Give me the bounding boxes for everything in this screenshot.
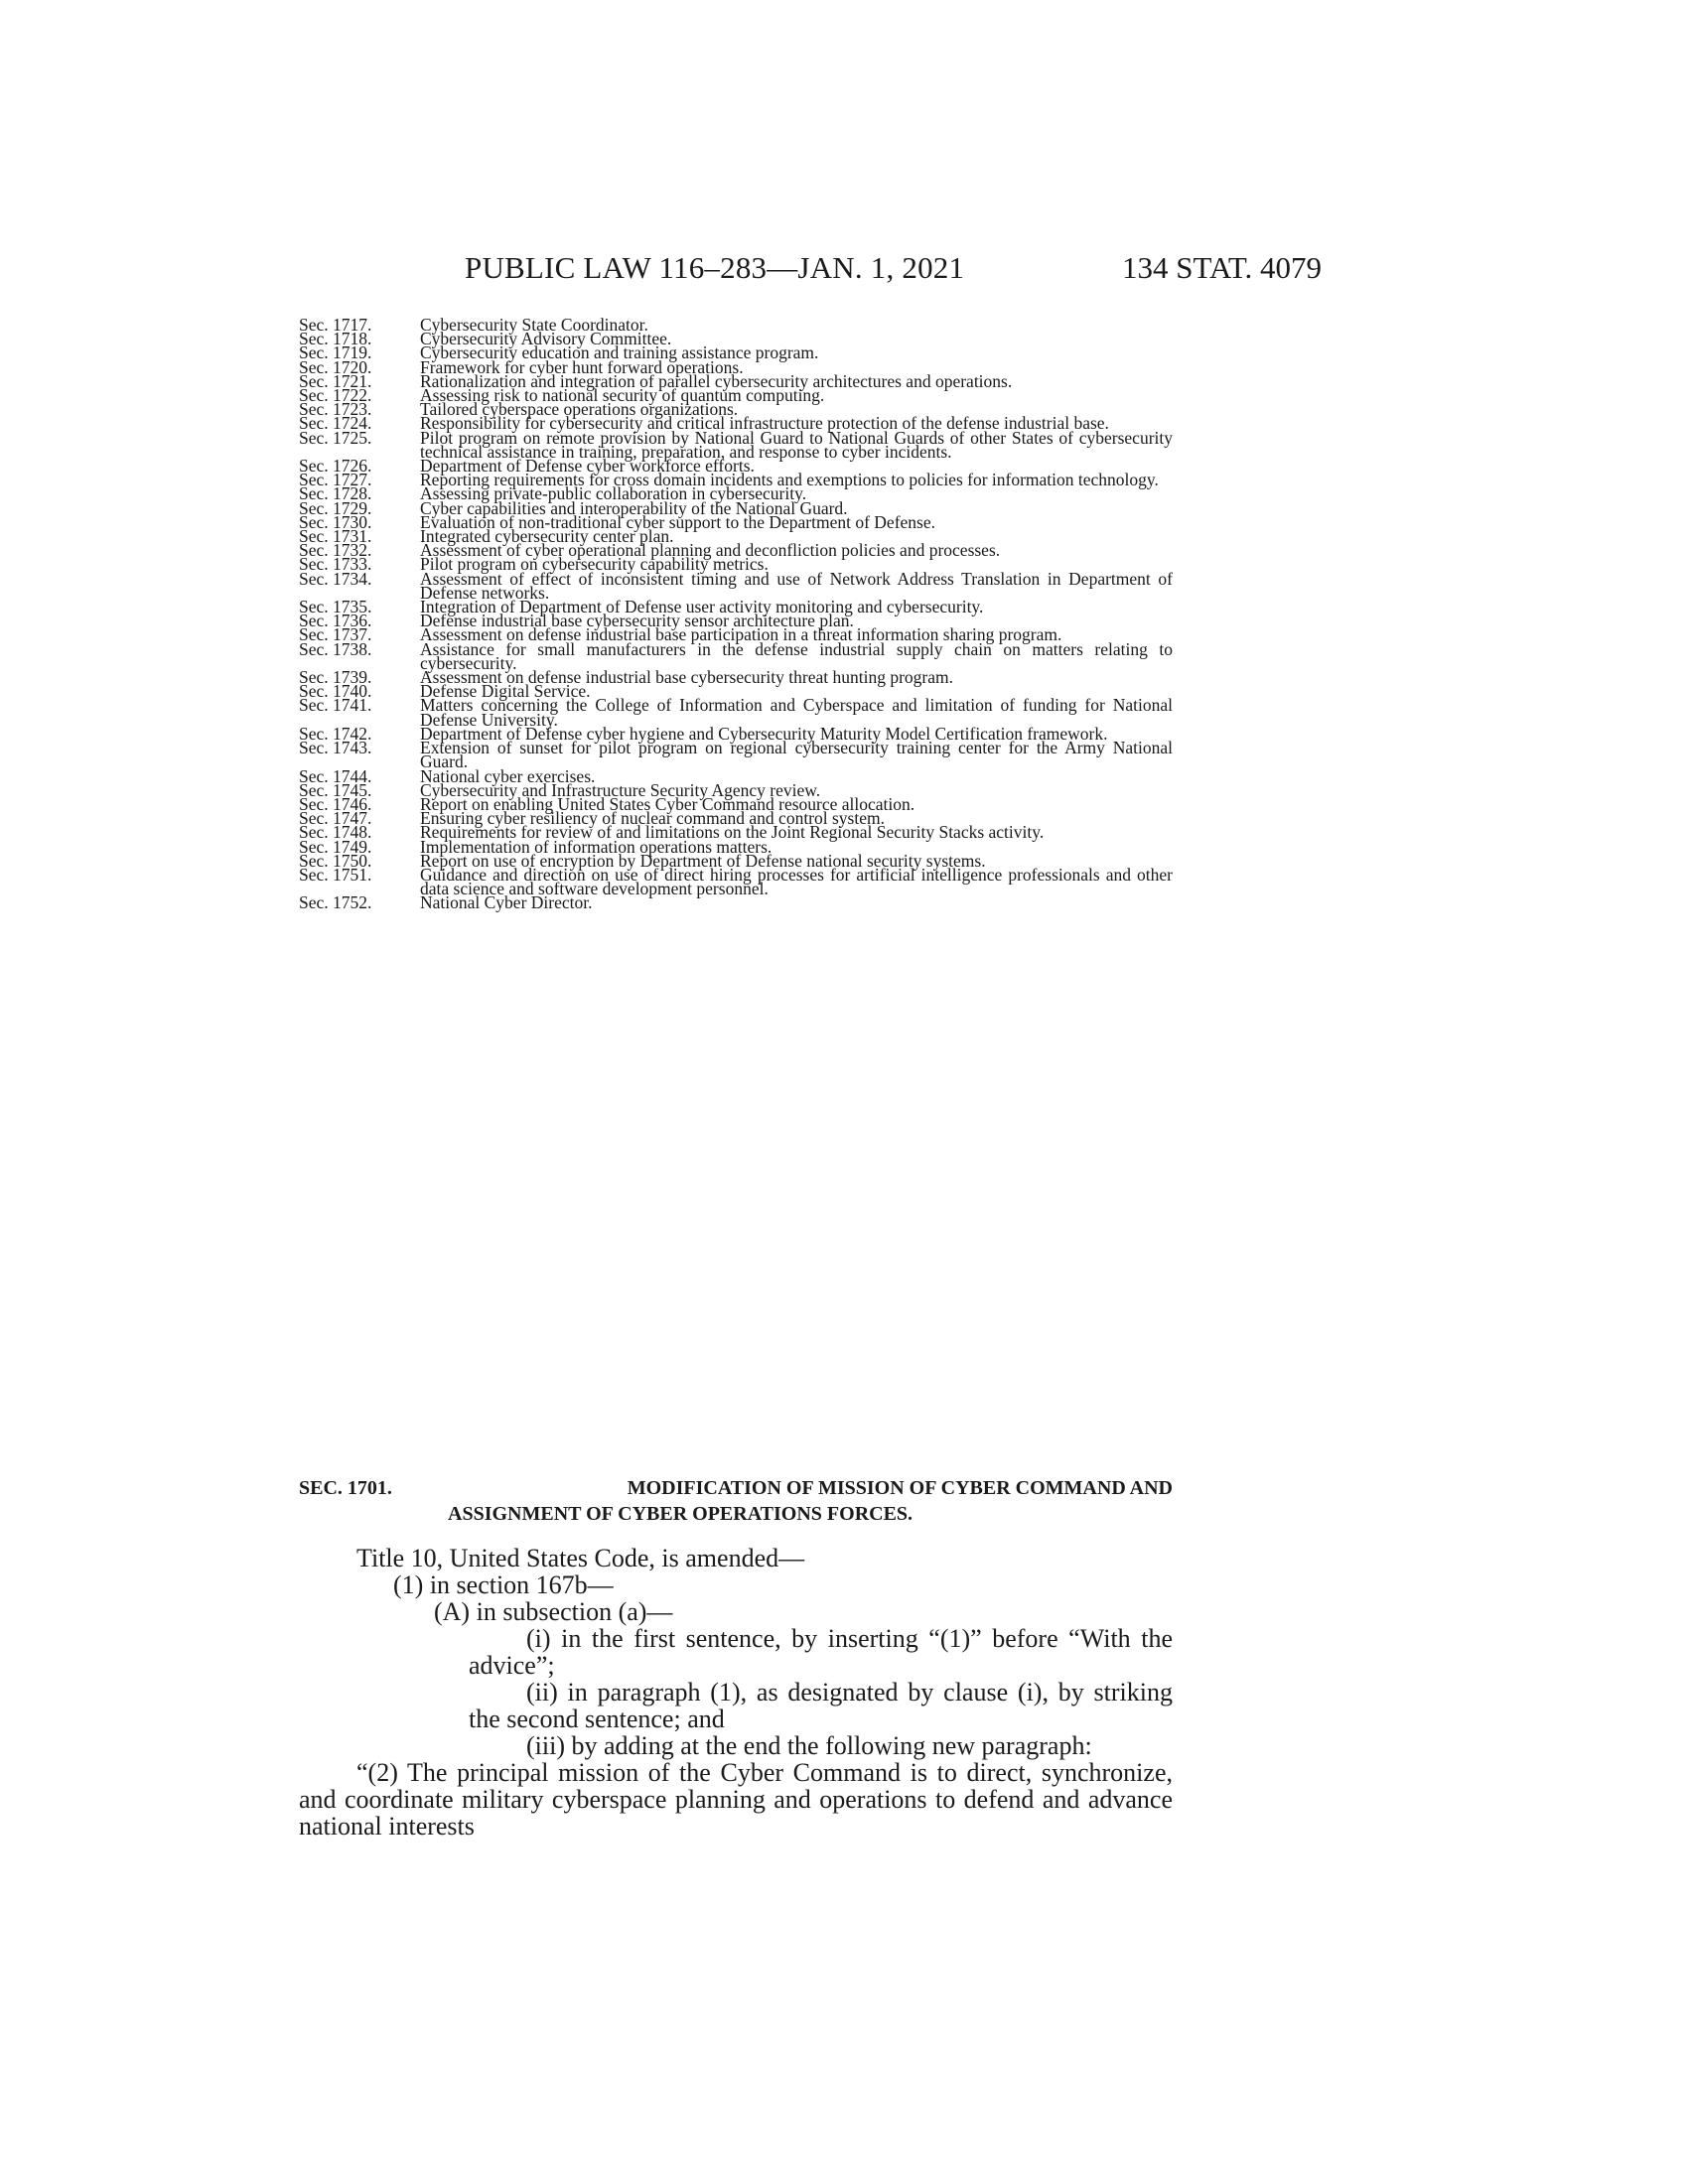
body-paragraph: Title 10, United States Code, is amended—	[356, 1544, 805, 1572]
toc-section-title: Extension of sunset for pilot program on regional cybersecurity training center for the Army National Guard.	[420, 738, 1173, 772]
toc-section-number: Sec. 1720.	[299, 356, 372, 377]
toc-section-number: Sec. 1718.	[299, 329, 372, 349]
toc-section-title: Cybersecurity Advisory Committee.	[420, 329, 672, 349]
toc-section-title: Reporting requirements for cross domain incidents and exemptions to policies for information technology.	[420, 470, 1159, 490]
toc-entry	[299, 695, 1173, 730]
toc-section-number: Sec. 1742.	[299, 723, 372, 744]
toc-section-title: Matters concerning the College of Information and Cyberspace and limitation of funding for National Defense University.	[420, 695, 1173, 730]
toc-section-number: Sec. 1735.	[299, 597, 372, 617]
section-title-line1: MODIFICATION OF MISSION OF CYBER COMMAND AND	[627, 1477, 1173, 1499]
toc-entry	[299, 427, 1173, 462]
section-heading	[299, 1475, 1173, 1527]
toc-section-number: Sec. 1747.	[299, 808, 372, 829]
toc-section-number: Sec. 1741.	[299, 695, 372, 716]
toc-section-number: Sec. 1727.	[299, 470, 372, 490]
body-paragraph: (A) in subsection (a)—	[434, 1597, 673, 1626]
toc-entry	[299, 638, 1173, 673]
toc-section-number: Sec. 1739.	[299, 667, 372, 688]
toc-entry	[299, 892, 1173, 913]
toc-section-title: National cyber exercises.	[420, 765, 596, 786]
toc-section-number: Sec. 1746.	[299, 793, 372, 814]
toc-section-number: Sec. 1738.	[299, 638, 372, 659]
toc-section-title: Assessment on defense industrial base participation in a threat information sharing program.	[420, 624, 1062, 645]
toc-section-number: Sec. 1722.	[299, 385, 372, 406]
toc-section-number: Sec. 1737.	[299, 624, 372, 645]
toc-section-title: Requirements for review of and limitations on the Joint Regional Security Stacks activity.	[420, 822, 1045, 843]
toc-section-number: Sec. 1748.	[299, 822, 372, 843]
table-of-contents	[299, 315, 1173, 913]
toc-section-number: Sec. 1729.	[299, 497, 372, 518]
toc-section-title: Cybersecurity and Infrastructure Security Agency review.	[420, 779, 821, 800]
toc-section-title: Cybersecurity State Coordinator.	[420, 315, 648, 335]
body-paragraph: (i) in the first sentence, by inserting “(1)” before “With the advice”;	[469, 1624, 1173, 1680]
toc-entry	[299, 568, 1173, 603]
section-number: SEC. 1701.	[299, 1477, 392, 1499]
page-number: 134 STAT. 4079	[1122, 250, 1323, 285]
section-body	[299, 1545, 1173, 1840]
toc-section-title: Rationalization and integration of parallel cybersecurity architectures and operations.	[420, 370, 1013, 391]
toc-section-title: Defense Digital Service.	[420, 681, 591, 702]
toc-section-number: Sec. 1743.	[299, 738, 372, 758]
toc-section-number: Sec. 1734.	[299, 568, 372, 589]
toc-section-number: Sec. 1749.	[299, 836, 372, 857]
toc-section-number: Sec. 1717.	[299, 315, 372, 335]
body-paragraph: “(2) The principal mission of the Cyber Command is to direct, synchronize, and coordinate military cyberspace planning and operations to defend and advance national interests	[299, 1758, 1173, 1841]
toc-section-title: Integration of Department of Defense user activity monitoring and cybersecurity.	[420, 597, 984, 617]
toc-section-title: Tailored cyberspace operations organizations.	[420, 399, 739, 420]
toc-section-title: Pilot program on remote provision by National Guard to National Guards of other States of cybersecurity technical assistance in training, preparation, and response to cyber incidents.	[420, 427, 1173, 462]
toc-section-title: Assessment on defense industrial base cybersecurity threat hunting program.	[420, 667, 954, 688]
toc-section-title: Guidance and direction on use of direct hiring processes for artificial intelligence professionals and other data science and software development personnel.	[420, 864, 1173, 899]
toc-section-title: Assessment of effect of inconsistent timing and use of Network Address Translation in Department of Defense networks.	[420, 568, 1173, 603]
toc-section-title: Assessing risk to national security of quantum computing.	[420, 385, 825, 406]
toc-section-title: Evaluation of non-traditional cyber support to the Department of Defense.	[420, 511, 936, 532]
body-paragraph: (iii) by adding at the end the following new paragraph:	[526, 1731, 1092, 1760]
toc-section-number: Sec. 1731.	[299, 526, 372, 547]
toc-section-title: Assessing private-public collaboration in cybersecurity.	[420, 483, 807, 504]
toc-section-title: Responsibility for cybersecurity and critical infrastructure protection of the defense industrial base.	[420, 413, 1109, 434]
toc-section-number: Sec. 1721.	[299, 370, 372, 391]
toc-section-title: Pilot program on cybersecurity capability metrics.	[420, 554, 769, 575]
toc-section-number: Sec. 1728.	[299, 483, 372, 504]
toc-section-title: Assistance for small manufacturers in the defense industrial supply chain on matters relating to cybersecurity.	[420, 638, 1173, 673]
toc-section-number: Sec. 1719.	[299, 342, 372, 363]
toc-section-title: Framework for cyber hunt forward operations.	[420, 356, 744, 377]
toc-section-number: Sec. 1730.	[299, 511, 372, 532]
toc-section-title: Report on enabling United States Cyber Command resource allocation.	[420, 793, 915, 814]
body-paragraph: (ii) in paragraph (1), as designated by clause (i), by striking the second sentence; and	[469, 1678, 1173, 1733]
body-paragraph: (1) in section 167b—	[393, 1570, 614, 1599]
toc-section-number: Sec. 1744.	[299, 765, 372, 786]
toc-section-number: Sec. 1745.	[299, 779, 372, 800]
toc-section-number: Sec. 1751.	[299, 864, 372, 885]
toc-section-title: Defense industrial base cybersecurity sensor architecture plan.	[420, 611, 854, 631]
toc-section-title: National Cyber Director.	[420, 892, 593, 913]
toc-section-title: Assessment of cyber operational planning and deconfliction policies and processes.	[420, 540, 1001, 561]
running-title: PUBLIC LAW 116–283—JAN. 1, 2021	[465, 250, 965, 285]
toc-section-number: Sec. 1750.	[299, 850, 372, 871]
toc-section-number: Sec. 1726.	[299, 456, 372, 477]
toc-section-title: Implementation of information operations matters.	[420, 836, 773, 857]
toc-section-title: Cybersecurity education and training assistance program.	[420, 342, 819, 363]
toc-section-number: Sec. 1733.	[299, 554, 372, 575]
toc-section-number: Sec. 1723.	[299, 399, 372, 420]
toc-section-number: Sec. 1725.	[299, 427, 372, 448]
section-title-line2: ASSIGNMENT OF CYBER OPERATIONS FORCES.	[448, 1503, 914, 1525]
toc-section-number: Sec. 1752.	[299, 892, 372, 913]
toc-section-title: Department of Defense cyber workforce efforts.	[420, 456, 755, 477]
toc-entry	[299, 738, 1173, 772]
page-header	[0, 250, 1688, 290]
toc-section-number: Sec. 1724.	[299, 413, 372, 434]
toc-section-title: Ensuring cyber resiliency of nuclear command and control system.	[420, 808, 885, 829]
toc-section-number: Sec. 1736.	[299, 611, 372, 631]
toc-section-number: Sec. 1732.	[299, 540, 372, 561]
toc-section-title: Cyber capabilities and interoperability of the National Guard.	[420, 497, 848, 518]
toc-section-title: Integrated cybersecurity center plan.	[420, 526, 674, 547]
toc-section-title: Report on use of encryption by Department of Defense national security systems.	[420, 850, 986, 871]
toc-entry	[299, 864, 1173, 899]
toc-section-number: Sec. 1740.	[299, 681, 372, 702]
toc-section-title: Department of Defense cyber hygiene and Cybersecurity Maturity Model Certification framework.	[420, 723, 1108, 744]
